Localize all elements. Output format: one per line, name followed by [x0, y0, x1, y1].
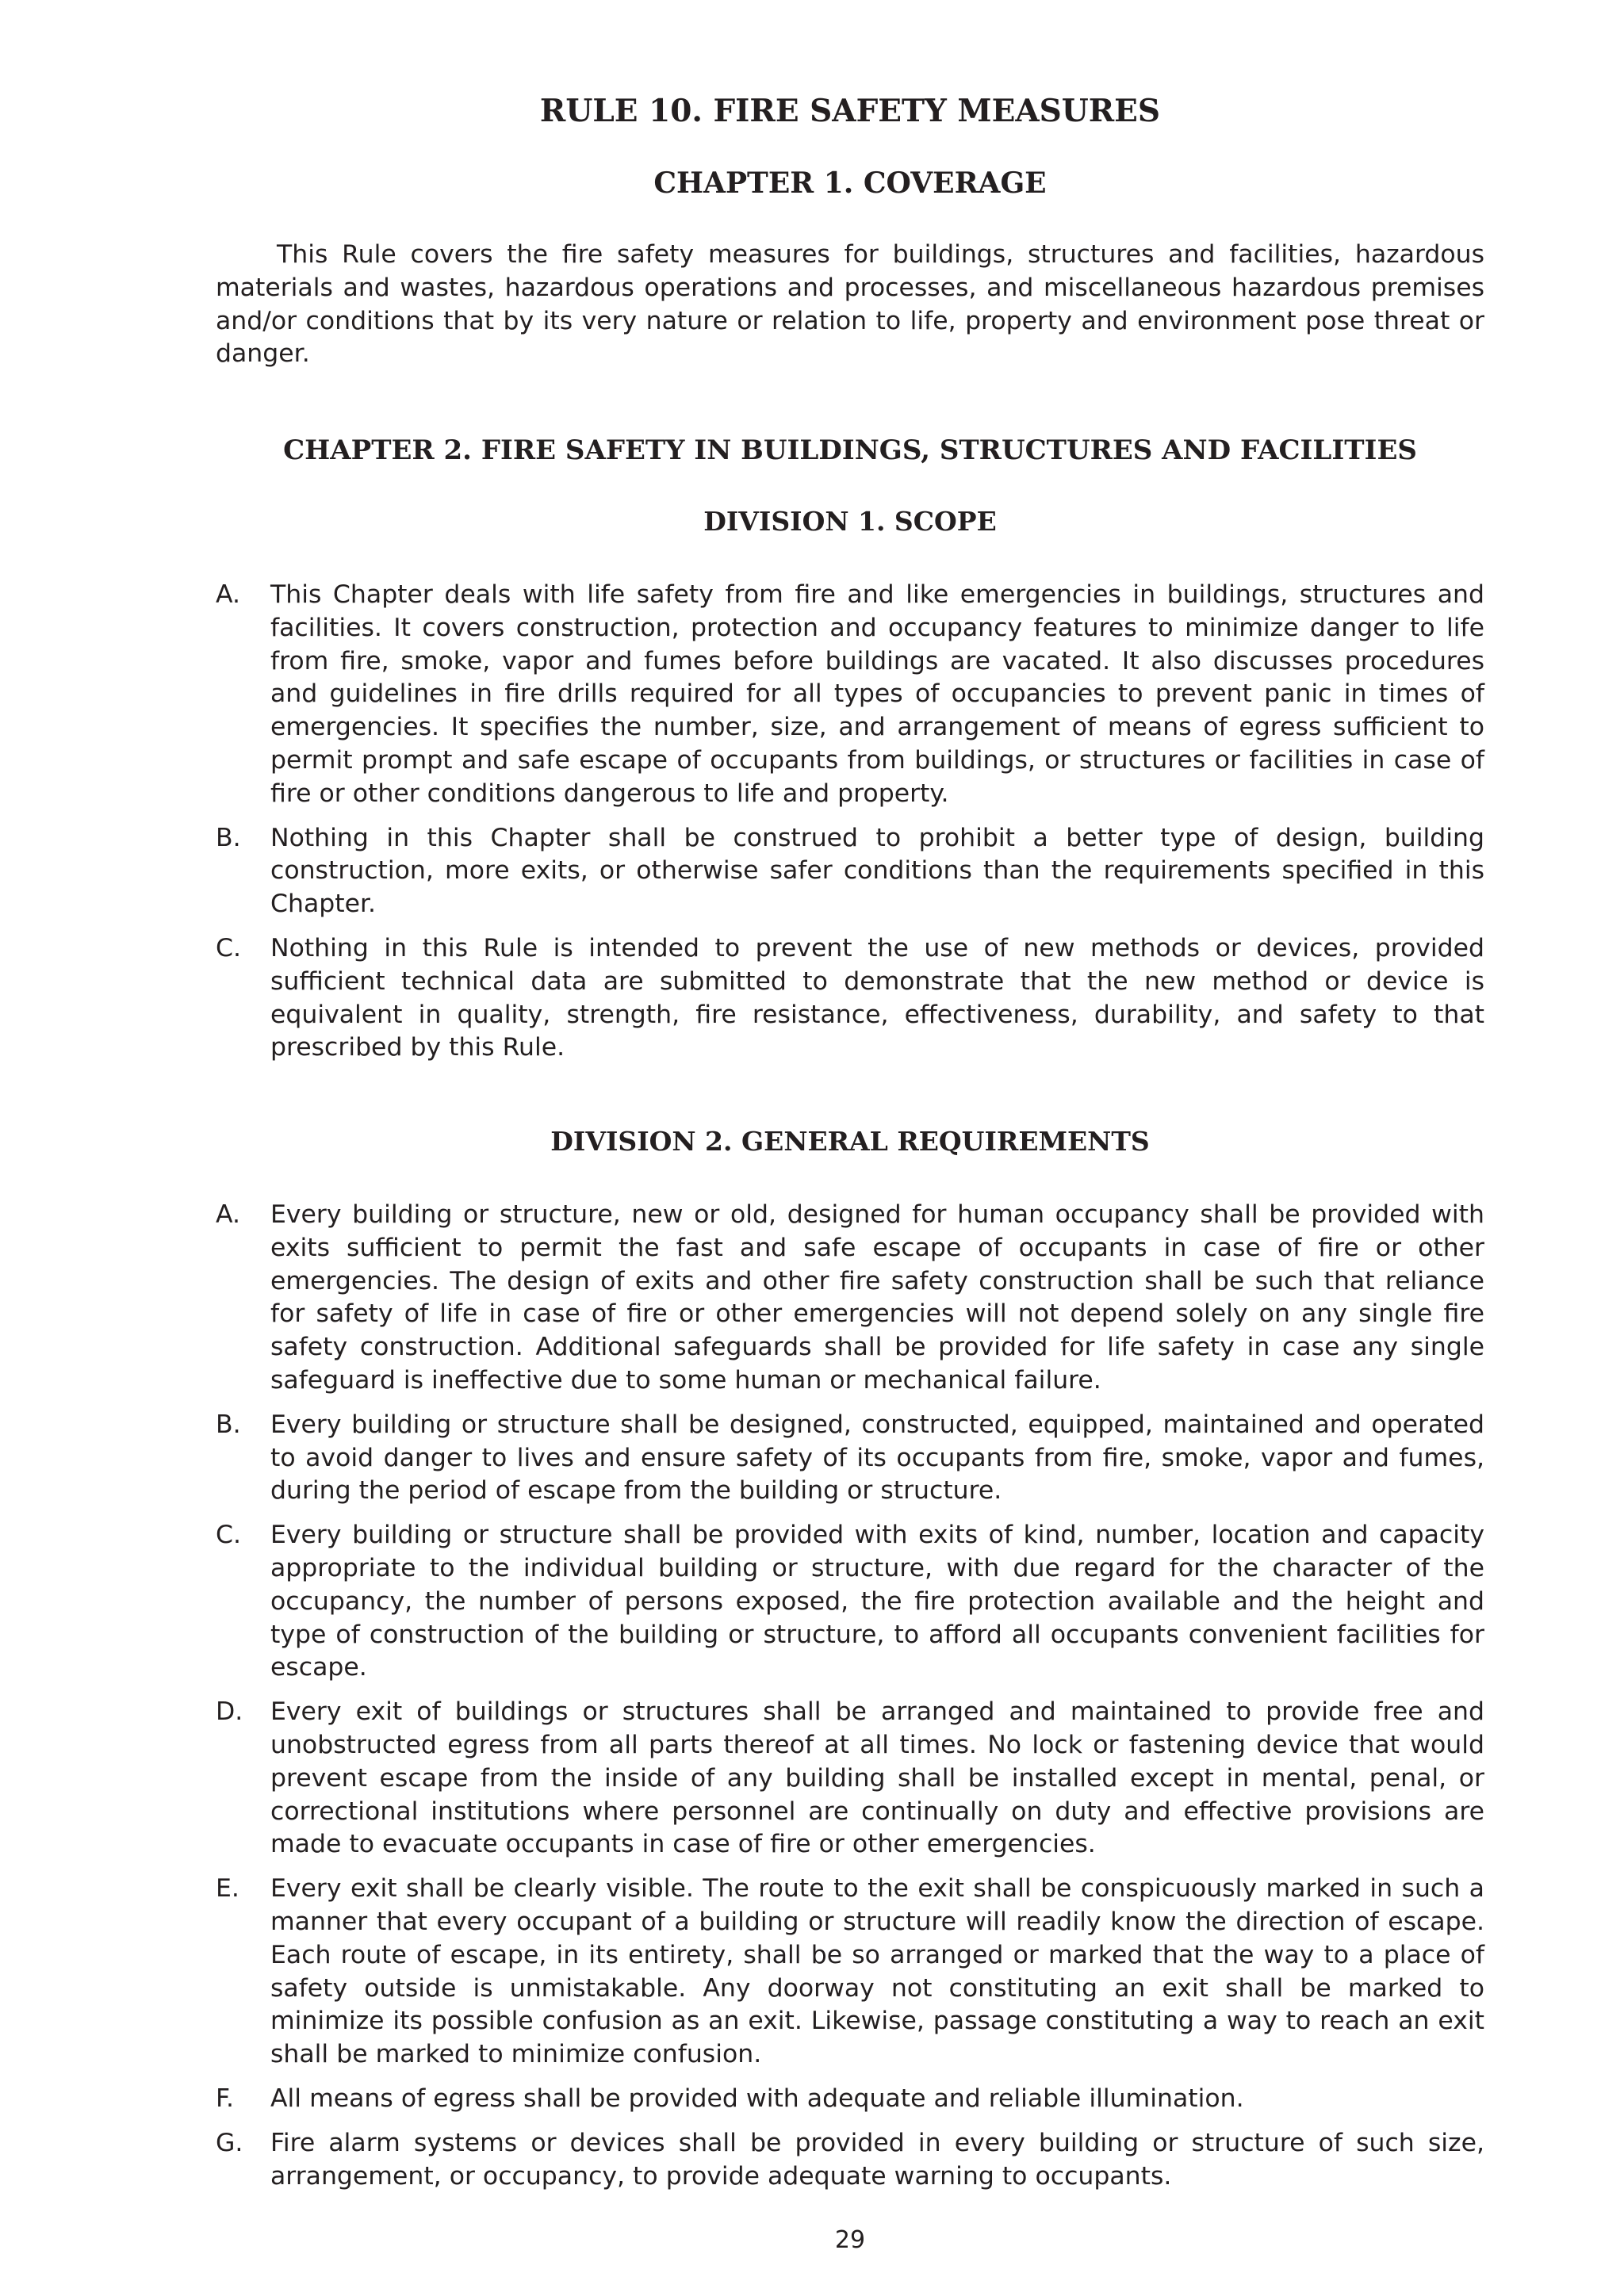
- list-item: [216, 1409, 1484, 1508]
- list-item: [216, 822, 1484, 921]
- list-item: [216, 579, 1484, 811]
- list-item-text: All means of egress shall be provided with adequate and reliable illumination.: [270, 2084, 1244, 2113]
- list-marker: D.: [216, 1697, 243, 1727]
- list-item-text: This Chapter deals with life safety from fire and like emergencies in buildings, structures and facilities. It covers construction, protection and occupancy features to minimize danger to life from fire, smoke, vapor and fumes before buildings are vacated. It also discusses procedures and guidelines in fire drills required for all types of occupancies to prevent panic in times of emergencies. It specifies the number, size, and arrangement of means of egress sufficient to permit prompt and safe escape of occupants from buildings, or structures or facilities in case of fire or other conditions dangerous to life and property.: [270, 580, 1484, 808]
- list-marker: B.: [216, 823, 241, 852]
- division-1-list: [216, 579, 1484, 1076]
- division-2-list: [216, 1199, 1484, 2204]
- division-1-title: DIVISION 1. SCOPE: [703, 506, 997, 537]
- list-item-text: Every building or structure shall be provided with exits of kind, number, location and capacity appropriate to the individual building or structure, with due regard for the character of the occupancy, the number of persons exposed, the fire protection available and the height and type of construction of the building or structure, to afford all occupants convenient facilities for escape.: [270, 1521, 1484, 1682]
- division-2-title: DIVISION 2. GENERAL REQUIREMENTS: [550, 1126, 1150, 1157]
- chapter-2-title: CHAPTER 2. FIRE SAFETY IN BUILDINGS, STRUCTURES AND FACILITIES: [283, 434, 1417, 466]
- list-marker: G.: [216, 2128, 243, 2157]
- list-marker: A.: [216, 580, 241, 609]
- list-item: [216, 2083, 1484, 2116]
- list-item-text: Fire alarm systems or devices shall be provided in every building or structure of such size, arrangement, or occupancy, to provide adequate warning to occupants.: [270, 2128, 1484, 2191]
- list-marker: B.: [216, 1410, 241, 1439]
- list-marker: A.: [216, 1200, 241, 1229]
- list-item: [216, 932, 1484, 1065]
- list-item: [216, 2127, 1484, 2194]
- rule-title: RULE 10. FIRE SAFETY MEASURES: [539, 93, 1161, 129]
- list-item: [216, 1519, 1484, 1685]
- list-item-text: Every exit of buildings or structures shall be arranged and maintained to provide free and unobstructed egress from all parts thereof at all times. No lock or fastening device that would prevent escape from the inside of any building shall be installed except in mental, penal, or correctional institutions where personnel are continually on duty and effective provisions are made to evacuate occupants in case of fire or other emergencies.: [270, 1697, 1484, 1859]
- list-item: [216, 1199, 1484, 1398]
- list-marker: F.: [216, 2084, 235, 2113]
- list-item-text: Every building or structure, new or old, designed for human occupancy shall be provided with exits sufficient to permit the fast and safe escape of occupants in case of fire or other emergencies. The design of exits and other fire safety construction shall be such that reliance for safety of life in case of fire or other emergencies will not depend solely on any single fire safety construction. Additional safeguards shall be provided for life safety in case any single safeguard is ineffective due to some human or mechanical failure.: [270, 1200, 1484, 1395]
- list-item-text: Nothing in this Chapter shall be construed to prohibit a better type of design, building construction, more exits, or otherwise safer conditions than the requirements specified in this Chapter.: [270, 823, 1484, 919]
- list-item: [216, 1873, 1484, 2072]
- list-marker: E.: [216, 1874, 239, 1904]
- page-number: 29: [834, 2226, 866, 2254]
- list-marker: C.: [216, 1521, 242, 1550]
- chapter-1-title: CHAPTER 1. COVERAGE: [653, 166, 1047, 200]
- list-item: [216, 1696, 1484, 1862]
- document-page: [216, 0, 1484, 2296]
- list-marker: C.: [216, 933, 242, 962]
- list-item-text: Every exit shall be clearly visible. The route to the exit shall be conspicuously marked in such a manner that every occupant of a building or structure will readily know the direction of escape. Each route of escape, in its entirety, shall be so arranged or marked that the way to a place of safety outside is unmistakable. Any doorway not constituting an exit shall be marked to minimize its possible confusion as an exit. Likewise, passage constituting a way to reach an exit shall be marked to minimize confusion.: [270, 1874, 1484, 2069]
- list-item-text: Every building or structure shall be designed, constructed, equipped, maintained and operated to avoid danger to lives and ensure safety of its occupants from fire, smoke, vapor and fumes, during the period of escape from the building or structure.: [270, 1410, 1484, 1506]
- list-item-text: Nothing in this Rule is intended to prevent the use of new methods or devices, provided sufficient technical data are submitted to demonstrate that the new method or device is equivalent in quality, strength, fire resistance, effectiveness, durability, and safety to that prescribed by this Rule.: [270, 933, 1484, 1062]
- chapter-1-text: This Rule covers the fire safety measures for buildings, structures and facilities, hazardous materials and wastes, hazardous operations and processes, and miscellaneous hazardous premises and/or conditions that by its very nature or relation to life, property and environment pose threat or danger.: [216, 240, 1484, 369]
